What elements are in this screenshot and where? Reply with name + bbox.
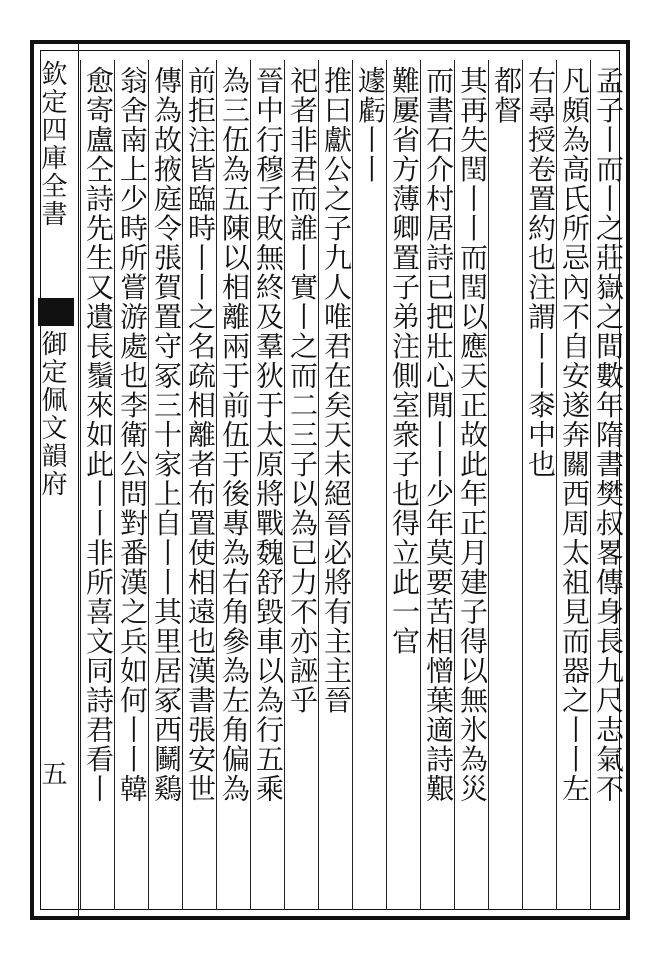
text-column [522, 60, 556, 910]
column-text: 孟子丨而丨之莊嶽之間數年隋書樊叔畧傳身長九尺志氣不 [592, 66, 625, 804]
text-column [420, 60, 454, 910]
text-column [114, 60, 148, 910]
text-column [216, 60, 250, 910]
column-text: 凡頗為高氏所忌內不自安遂奔關西周太祖見而器之丨丨左 [558, 66, 591, 804]
column-text: 祀者非君而誰丨實丨之而二三子以為已力不亦誣乎 [286, 66, 319, 715]
column-text: 其再失閏丨丨而閏以應天正故此年正月建子得以無氷為災 [456, 66, 489, 804]
text-column [590, 60, 624, 910]
text-column [386, 60, 420, 910]
column-text: 遽虧丨丨 [354, 66, 387, 184]
text-column [284, 60, 318, 910]
column-text: 都督 [490, 66, 523, 125]
column-text: 晉中行穆子敗無終及羣狄于太原將戰魏舒毀車以為行五乘 [252, 66, 285, 804]
text-column [454, 60, 488, 910]
text-column [250, 60, 284, 910]
text-title: 御定佩文韻府 [37, 330, 67, 498]
text-column [80, 60, 114, 910]
text-column [352, 60, 386, 910]
text-column [148, 60, 182, 910]
page-number: 五 [37, 760, 67, 786]
column-text: 傳為故掖庭令張賀置守冢三十家上自丨丨其里居冢西鬭鷄 [150, 66, 183, 804]
column-text: 右尋授卷置約也注謂丨丨桼中也 [524, 66, 557, 479]
column-text: 愈寄盧仝詩先生又遺長鬚來如此丨丨非所喜文同詩君看丨 [82, 66, 115, 804]
text-column [488, 60, 522, 910]
text-body [80, 48, 624, 916]
column-text: 為三伍為五陳以相離兩于前伍于後專為右角參為左角偏為 [218, 66, 251, 804]
fishtail-mark [38, 298, 74, 326]
text-column [318, 60, 352, 910]
book-title: 欽定四庫全書 [37, 60, 67, 228]
column-text: 前拒注皆臨時丨丨之名疏相離者布置使相遠也漢書張安世 [184, 66, 217, 804]
column-text: 難屢省方薄卿置子弟注側室衆子也得立此一官 [388, 66, 421, 656]
column-text: 而書石介村居詩已把壯心閒丨丨少年莫要苦相憎葉適詩艱 [422, 66, 455, 804]
column-text: 推曰獻公之子九人唯君在矣天未絕晉必將有主主晉 [320, 66, 353, 715]
text-column [556, 60, 590, 910]
column-text: 翁舍南上少時所嘗游處也李衛公問對番漢之兵如何丨丨韓 [116, 66, 149, 804]
text-column [182, 60, 216, 910]
